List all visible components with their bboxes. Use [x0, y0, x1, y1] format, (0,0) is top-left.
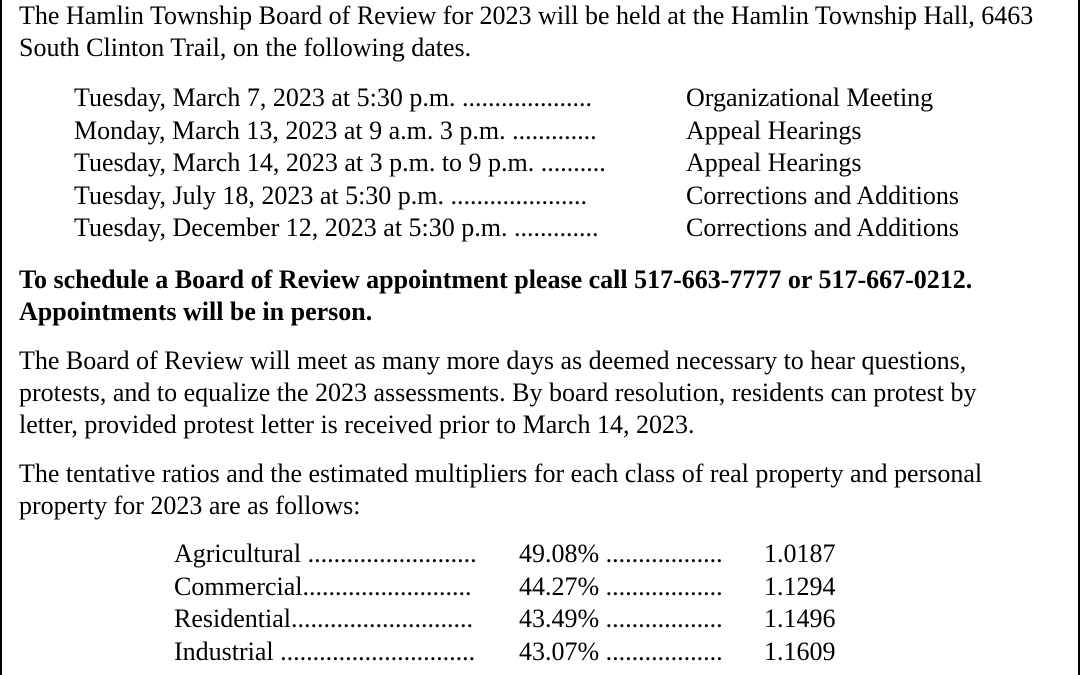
- meeting-date: Tuesday, March 14, 2023 at 3 p.m. to 9 p.m. ..........: [74, 148, 606, 177]
- meeting-notice: The Board of Review will meet as many more days as deemed necessary to hear questions, protests, and to equalize the 2023 assessments. By board resolution, residents can protest by letter, provided protest letter is received prior to March 14, 2023.: [19, 346, 977, 439]
- property-class: Residential............................: [174, 604, 473, 633]
- estimated-multiplier: 1.1496: [764, 604, 836, 633]
- property-class: Industrial ..............................: [174, 636, 476, 666]
- meeting-purpose: Corrections and Additions: [686, 180, 959, 210]
- tentative-ratio: 43.07% ..................: [519, 636, 723, 666]
- property-class: Commercial..........................: [174, 571, 472, 601]
- meeting-purpose: Appeal Hearings: [686, 115, 862, 145]
- meeting-date: Monday, March 13, 2023 at 9 a.m. 3 p.m. .............: [74, 115, 597, 145]
- meeting-purpose: Corrections and Additions: [686, 213, 959, 242]
- intro-paragraph: The Hamlin Township Board of Review for 2023 will be held at the Hamlin Township Hall, 6463 South Clinton Trail, on the following dates.: [19, 1, 1034, 62]
- meeting-date: Tuesday, March 7, 2023 at 5:30 p.m. ....................: [74, 83, 593, 112]
- tentative-ratio: 49.08% ..................: [519, 539, 723, 568]
- meeting-date: Tuesday, July 18, 2023 at 5:30 p.m. .....................: [74, 180, 588, 210]
- tentative-ratio: 44.27% ..................: [519, 571, 723, 601]
- meeting-purpose: Organizational Meeting: [686, 83, 934, 112]
- tentative-ratio: 43.49% ..................: [519, 604, 723, 633]
- meeting-date: Tuesday, December 12, 2023 at 5:30 p.m. .............: [74, 213, 599, 242]
- meeting-purpose: Appeal Hearings: [686, 148, 862, 177]
- appointment-notice: To schedule a Board of Review appointment please call 517-663-7777 or 517-667-0212. Appointments will be in person.: [19, 265, 973, 326]
- estimated-multiplier: 1.1294: [764, 571, 836, 601]
- property-class: Agricultural ..........................: [174, 539, 477, 568]
- estimated-multiplier: 1.0187: [764, 539, 836, 568]
- ratios-intro: The tentative ratios and the estimated multipliers for each class of real property and personal property for 2023 are as follows:: [19, 459, 983, 520]
- estimated-multiplier: 1.1609: [764, 636, 836, 666]
